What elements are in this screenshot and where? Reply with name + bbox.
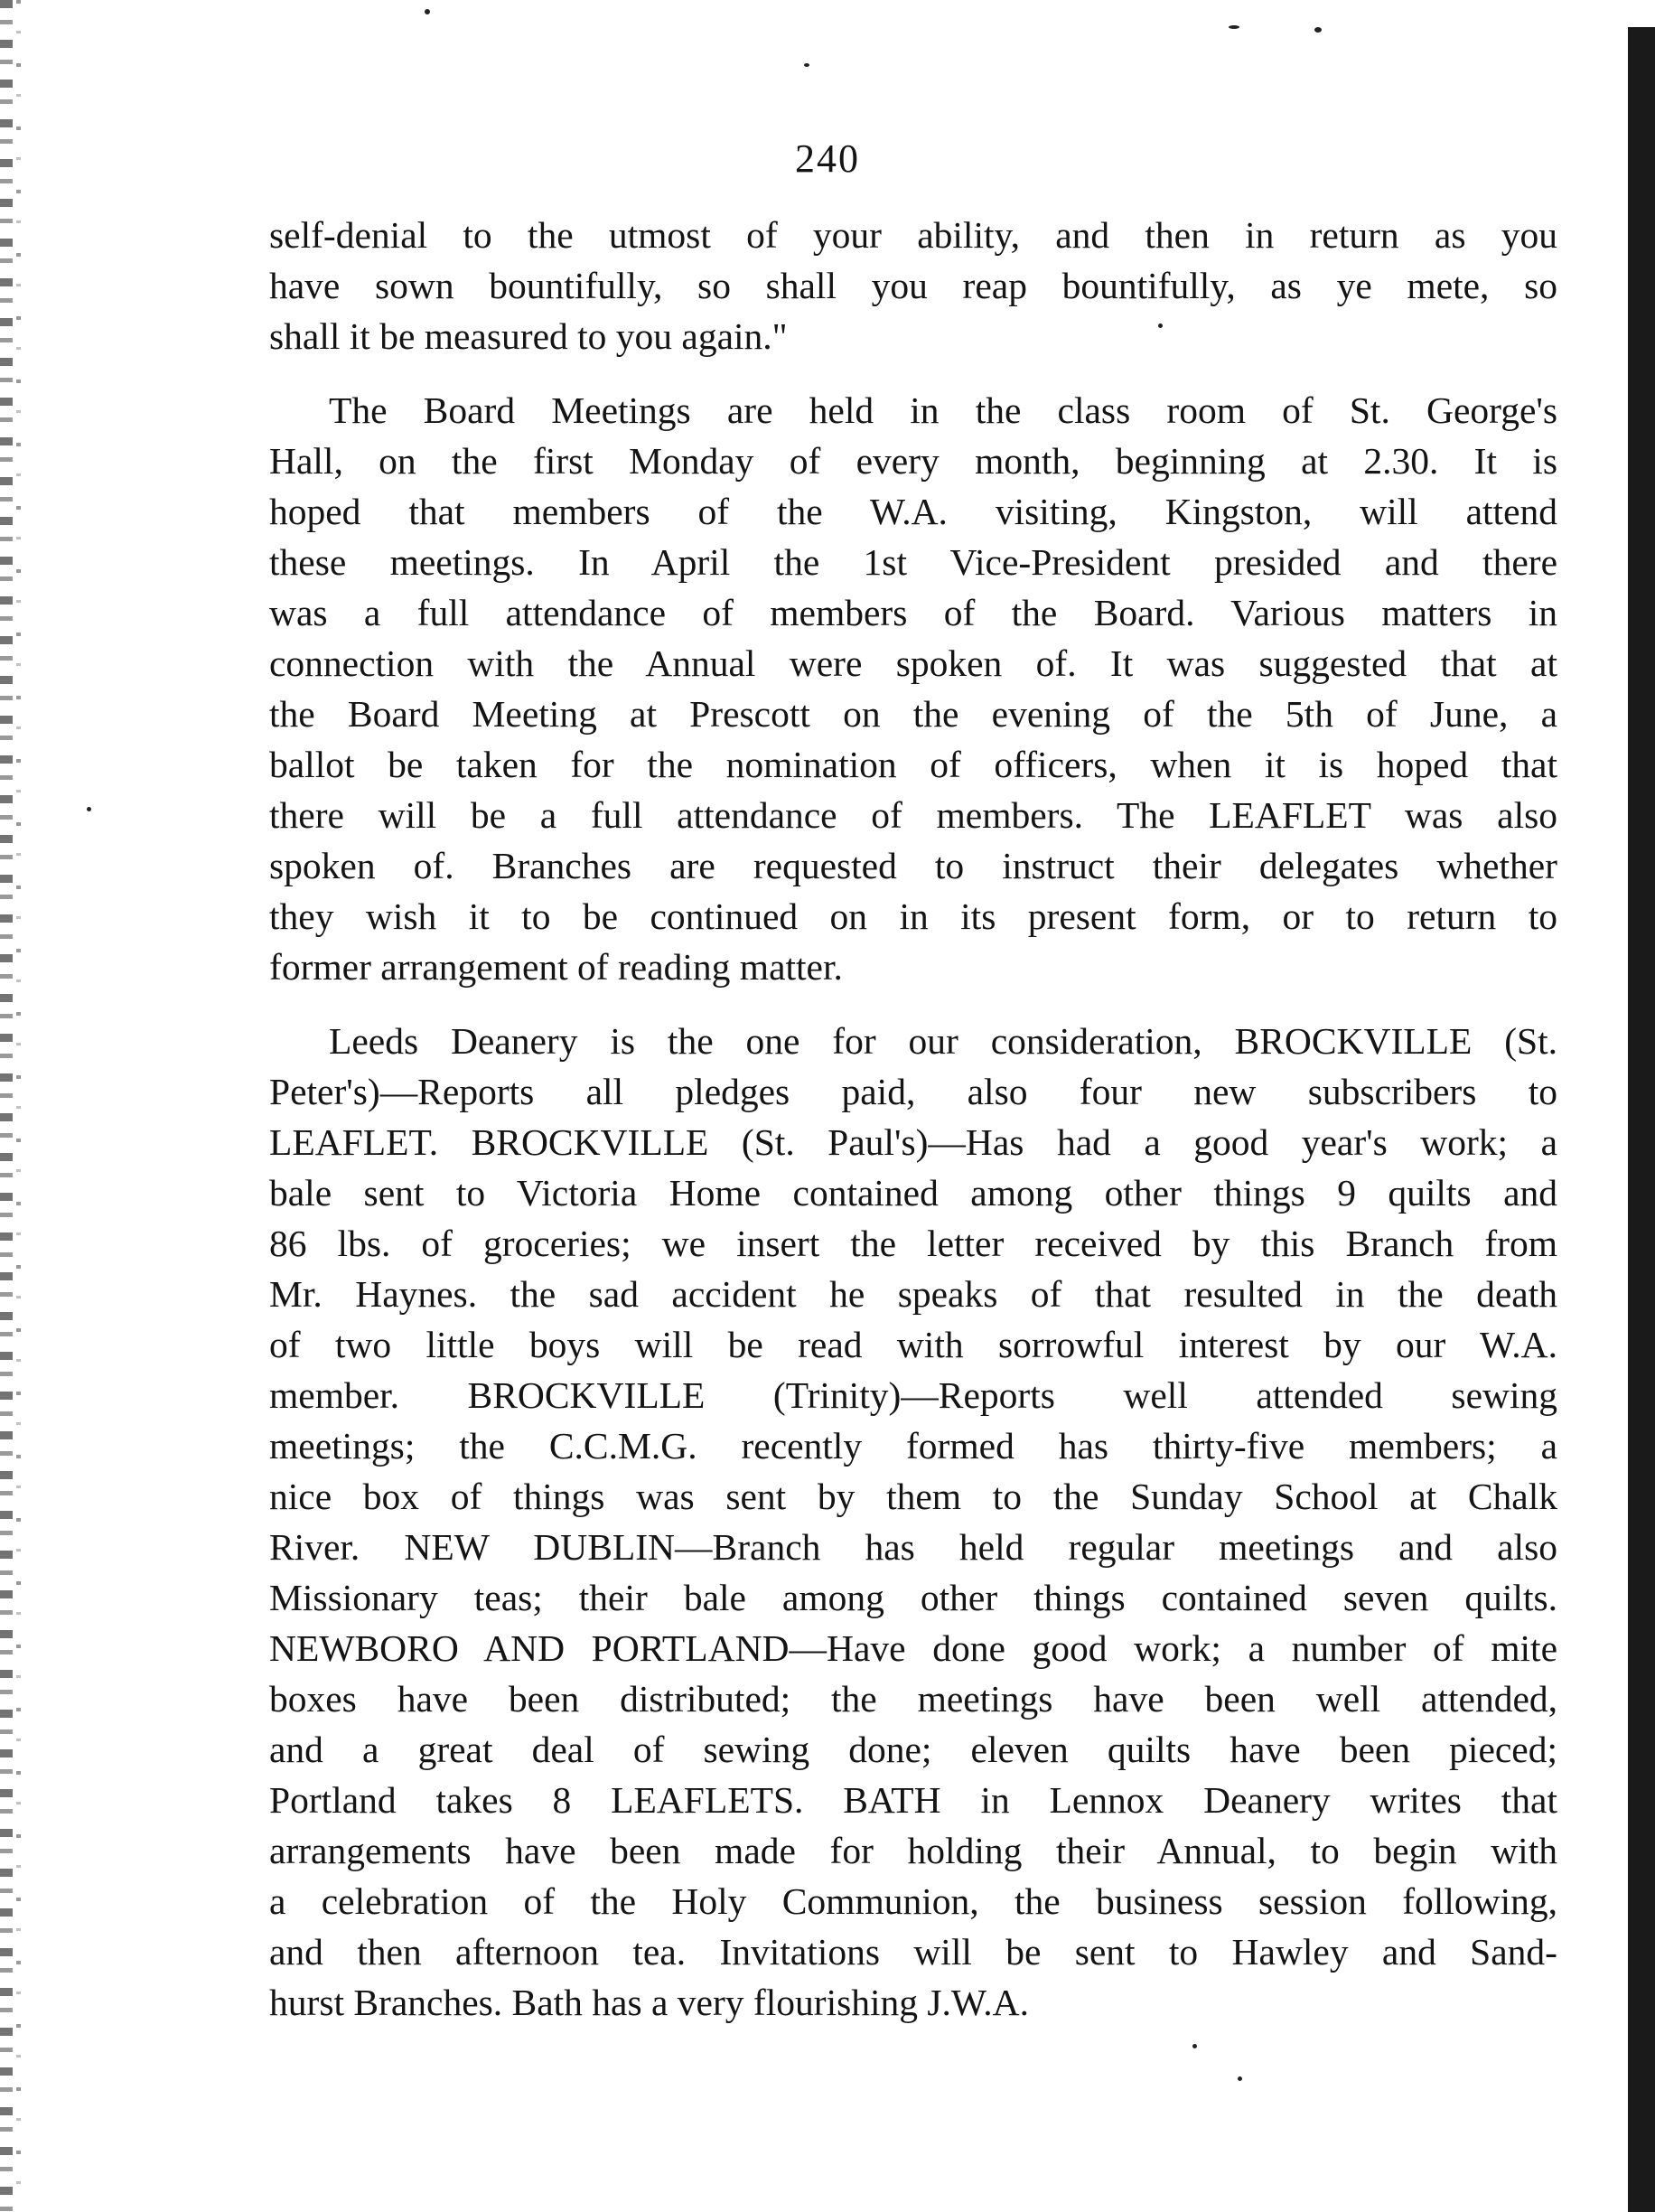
text-line: have sown bountifully, so shall you reap bountifully, as ye mete, so (269, 265, 1557, 306)
text-line: of two little boys will be read with sorrowful interest by our W.A. (269, 1324, 1557, 1365)
text-line: the Board Meeting at Prescott on the evening of the 5th of June, a (269, 693, 1557, 735)
text-line: boxes have been distributed; the meetings have been well attended, (269, 1678, 1557, 1720)
text-line: nice box of things was sent by them to the Sunday School at Chalk (269, 1476, 1557, 1517)
scan-speck (1314, 27, 1322, 33)
scan-speck (87, 807, 91, 811)
text-line: spoken of. Branches are requested to instruct their delegates whether (269, 845, 1557, 886)
paragraph-leeds-deanery (269, 1016, 1557, 2028)
text-line: The Board Meetings are held in the class room of St. George's (329, 389, 1557, 431)
text-line: and then afternoon tea. Invitations will be sent to Hawley and Sand- (269, 1931, 1557, 1973)
text-line: meetings; the C.C.M.G. recently formed has thirty-five members; a (269, 1425, 1557, 1467)
paragraph-board-meetings (269, 385, 1557, 992)
scan-speck (804, 63, 809, 67)
text-line: Peter's)—Reports all pledges paid, also four new subscribers to (269, 1071, 1557, 1112)
scan-speck (1229, 25, 1239, 29)
text-line: ballot be taken for the nomination of officers, when it is hoped that (269, 744, 1557, 785)
text-line: Mr. Haynes. the sad accident he speaks of that resulted in the death (269, 1273, 1557, 1315)
scan-speck (425, 9, 430, 14)
left-binding-edge (0, 0, 13, 2212)
text-line: former arrangement of reading matter. (269, 946, 843, 988)
text-line: there will be a full attendance of members. The LEAFLET was also (269, 794, 1557, 836)
paragraph-closing-quote (269, 210, 1557, 361)
text-line: connection with the Annual were spoken of. It was suggested that at (269, 642, 1557, 684)
text-line: LEAFLET. BROCKVILLE (St. Paul's)—Has had a good year's work; a (269, 1121, 1557, 1163)
text-line: arrangements have been made for holding their Annual, to begin with (269, 1830, 1557, 1871)
text-line: Leeds Deanery is the one for our consideration, BROCKVILLE (St. (329, 1020, 1557, 1062)
text-line: a celebration of the Holy Communion, the business session following, (269, 1880, 1557, 1922)
text-line: member. BROCKVILLE (Trinity)—Reports well attended sewing (269, 1374, 1557, 1416)
text-line: they wish it to be continued on in its present form, or to return to (269, 895, 1557, 937)
text-line: hoped that members of the W.A. visiting, Kingston, will attend (269, 491, 1557, 532)
text-line: and a great deal of sewing done; eleven quilts have been pieced; (269, 1729, 1557, 1770)
text-line: self-denial to the utmost of your ability, and then in return as you (269, 214, 1557, 256)
body-text (269, 210, 1557, 2051)
text-line: Portland takes 8 LEAFLETS. BATH in Lennox Deanery writes that (269, 1779, 1557, 1821)
text-line: Hall, on the first Monday of every month, beginning at 2.30. It is (269, 440, 1557, 482)
text-line: River. NEW DUBLIN—Branch has held regular meetings and also (269, 1526, 1557, 1568)
text-line: hurst Branches. Bath has a very flourishing J.W.A. (269, 1982, 1030, 2023)
scan-speck (1238, 2076, 1242, 2081)
text-line: 86 lbs. of groceries; we insert the letter received by this Branch from (269, 1223, 1557, 1264)
right-page-edge-shadow (1628, 27, 1655, 2212)
text-line: was a full attendance of members of the Board. Various matters in (269, 592, 1557, 633)
text-line: bale sent to Victoria Home contained among other things 9 quilts and (269, 1172, 1557, 1214)
text-line: these meetings. In April the 1st Vice-President presided and there (269, 541, 1557, 583)
text-line: Missionary teas; their bale among other things contained seven quilts. (269, 1577, 1557, 1618)
page-number: 240 (795, 136, 860, 181)
text-line: shall it be measured to you again." (269, 315, 788, 357)
left-binding-speckle (16, 0, 21, 2212)
text-line: NEWBORO AND PORTLAND—Have done good work; a number of mite (269, 1627, 1557, 1669)
